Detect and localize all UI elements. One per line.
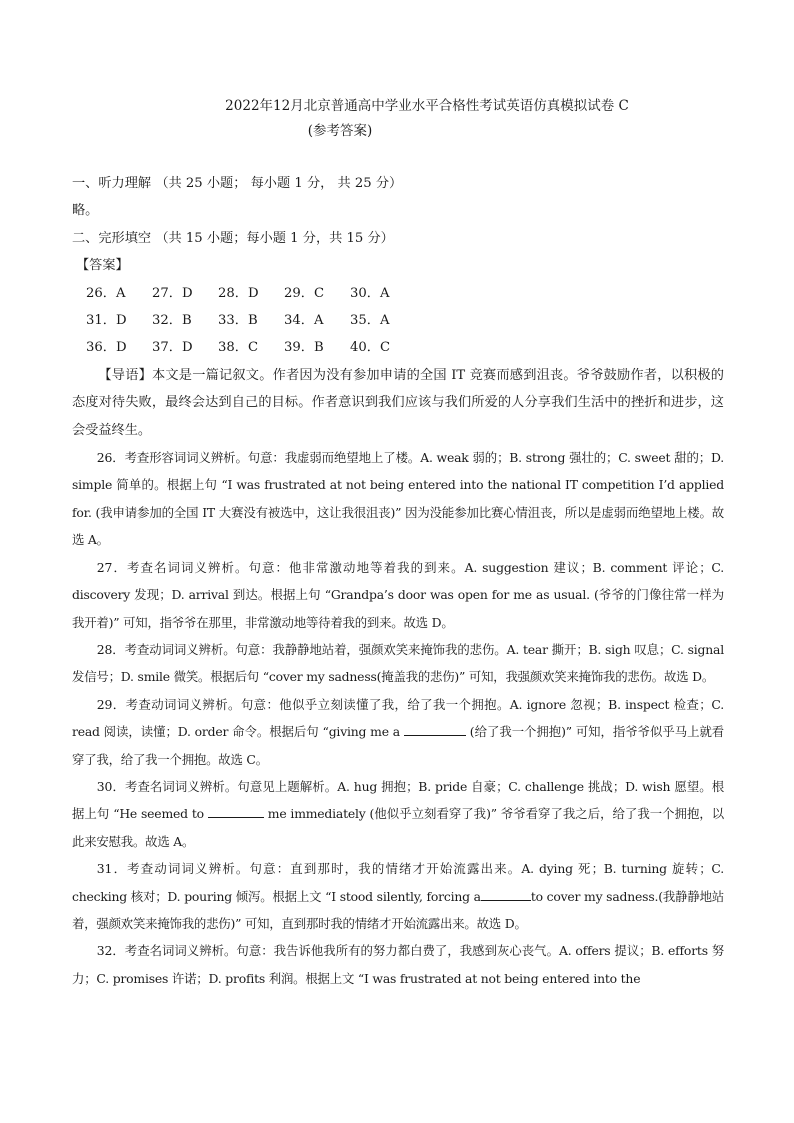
answer-item: 32．B xyxy=(152,313,192,329)
document-title: 2022年12月北京普通高中学业水平合格性考试英语仿真模拟试卷 C xyxy=(225,98,629,114)
explanation-29-part-a: 29．考查动词词义辨析。句意：他似乎立刻读懂了我，给了我一个拥抱。A. ignore 忽视；B. inspect 检查；C. read 阅读，读懂；D. order 命令。根据后句 “giving me a xyxy=(72,696,724,740)
answer-label: 【答案】 xyxy=(76,258,129,274)
answer-item: 37．D xyxy=(152,340,193,356)
answer-item: 40．C xyxy=(350,340,391,356)
explanation-29 xyxy=(72,691,724,773)
answer-blank xyxy=(481,900,531,901)
section-listening-heading: 一、听力理解 （共 25 小题； 每小题 1 分， 共 25 分） xyxy=(72,176,403,191)
answer-item: 31．D xyxy=(86,313,127,329)
answer-item: 33．B xyxy=(218,313,258,329)
section-listening-body: 略。 xyxy=(72,203,99,219)
answer-item: 39．B xyxy=(284,340,324,356)
explanation-31 xyxy=(72,855,724,937)
explanation-30 xyxy=(72,773,724,855)
explanation-31-part-a: 31．考查动词词义辨析。句意：直到那时，我的情绪才开始流露出来。A. dying 死；B. turning 旋转；C. checking 核对；D. pouring 倾泻。根据上文 “I stood silently, forcing a xyxy=(72,861,724,904)
answer-blank xyxy=(208,817,264,818)
explanation-27: 27．考查名词词义辨析。句意：他非常激动地等着我的到来。A. suggestion 建议；B. comment 评论；C. discovery 发现；D. arrival 到达。根据上句 “Grandpa’s door was open for me as usual. (爷爷的门像往常一样为我开着)” 可知，指爷爷在那里，非常激动地等待着我的到来。故选 D。 xyxy=(72,559,724,630)
explanation-32: 32．考查名词词义辨析。句意：我告诉他我所有的努力都白费了，我感到灰心丧气。A. offers 提议；B. efforts 努力；C. promises 许诺；D. profits 利润。根据上文 “I was frustrated at not being entered into the xyxy=(72,943,724,986)
answer-item: 38．C xyxy=(218,340,259,356)
answer-item: 36．D xyxy=(86,340,127,356)
explanation-26: 26．考查形容词词义辨析。句意：我虚弱而绝望地上了楼。A. weak 弱的；B. strong 强壮的；C. sweet 甜的；D. simple 简单的。根据上句 “I was frustrated at not being entered into the national IT competition I’d applied for. (我申请参加的全国 IT 大赛没有被选中，这让我很沮丧)” 因为没能参加比赛心情沮丧，所以是虚弱而绝望地上楼。故选 A。 xyxy=(72,450,724,548)
document-body xyxy=(72,170,724,992)
document-subtitle: (参考答案) xyxy=(307,123,373,139)
answer-blank xyxy=(404,735,466,736)
answer-row xyxy=(86,307,724,334)
explanation-28: 28．考查动词词义辨析。句意：我静静地站着，强颜欢笑来掩饰我的悲伤。A. tear 撕开；B. sigh 叹息；C. signal 发信号；D. smile 微笑。根据后句 “cover my sadness(掩盖我的悲伤)” 可知，我强颜欢笑来掩饰我的悲伤。故选 D。 xyxy=(72,641,724,685)
explanation-31-part-b: to cover my sadness.(我静静地站着，强颜欢笑来掩饰我的悲伤)” 可知，直到那时我的情绪才开始流露出来。故选 D。 xyxy=(72,888,724,931)
intro-paragraph: 【导语】本文是一篇记叙文。作者因为没有参加申请的全国 IT 竞赛而感到沮丧。爷爷鼓励作者，以积极的态度对待失败，最终会达到自己的目标。作者意识到我们应该与我们所爱的人分享我们生活中的挫折和进步，这会受益终生。 xyxy=(72,367,724,438)
answer-row xyxy=(86,280,724,307)
answer-row xyxy=(86,334,724,361)
answer-item: 30．A xyxy=(350,285,390,301)
answer-item: 28．D xyxy=(218,285,259,301)
explanation-29-part-b: (给了我一个拥抱)” 可知，指爷爷似乎马上就看穿了我，给了我一个拥抱。故选 C。 xyxy=(72,724,724,767)
answer-item: 29．C xyxy=(284,285,325,301)
explanation-30-part-b: me immediately (他似乎立刻看穿了我)” 爷爷看穿了我之后，给了我一个拥抱，以此来安慰我。故选 A。 xyxy=(72,806,724,849)
answer-item: 26．A xyxy=(86,285,126,301)
answer-item: 34．A xyxy=(284,313,324,329)
explanation-30-part-a: 30．考查名词词义辨析。句意见上题解析。A. hug 拥抱；B. pride 自豪；C. challenge 挑战；D. wish 愿望。根据上句 “He seemed to xyxy=(72,778,724,822)
answer-item: 27．D xyxy=(152,285,193,301)
section-cloze-heading: 二、完形填空 （共 15 小题；每小题 1 分，共 15 分） xyxy=(72,230,394,246)
answer-item: 35．A xyxy=(350,313,390,329)
